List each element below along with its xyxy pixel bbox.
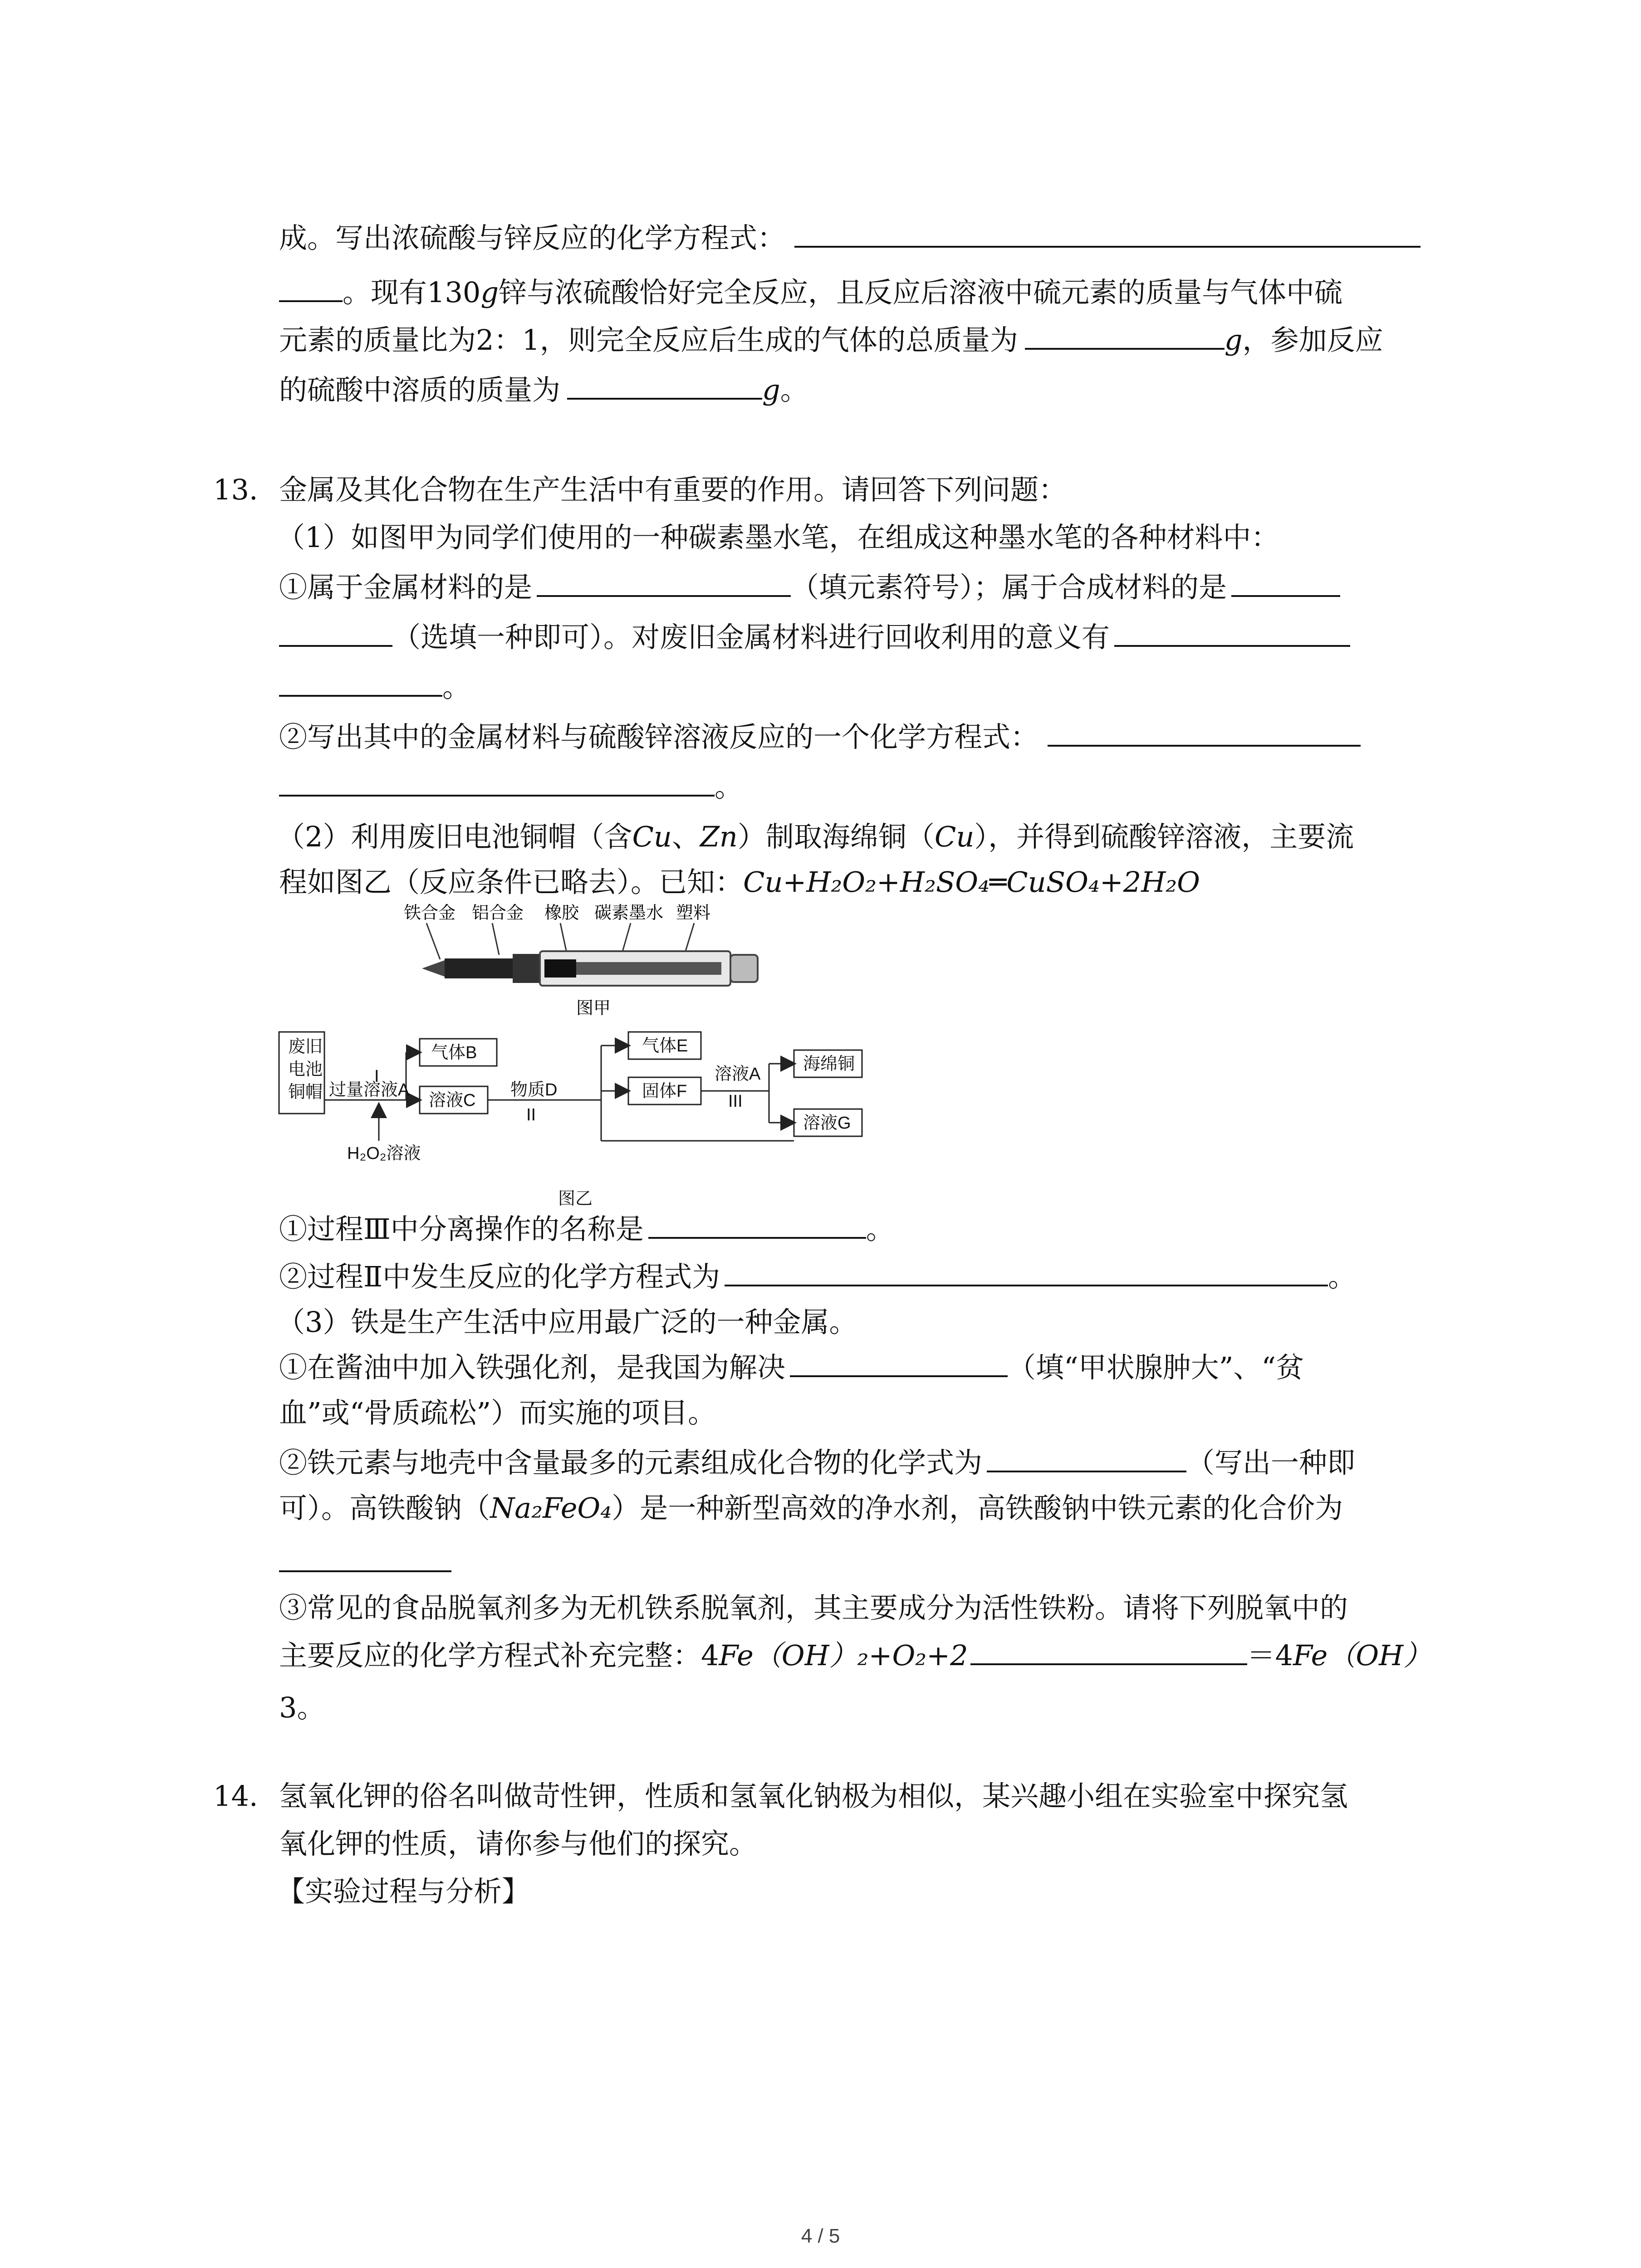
q13-part2b bbox=[279, 862, 1200, 903]
formula-cu: Cu bbox=[934, 820, 975, 853]
q14-line-3: 【实验过程与分析】 bbox=[277, 1875, 530, 1908]
q13-part2 bbox=[277, 816, 1354, 857]
q13-text: ①属于金属材料的是 bbox=[279, 571, 533, 604]
flow-solution-g: 溶液G bbox=[803, 1114, 851, 1133]
unit-g: g bbox=[762, 373, 780, 406]
flow-start-line1: 废旧 bbox=[288, 1037, 323, 1056]
q12-text: 成。写出浓硫酸与锌反应的化学方程式： bbox=[279, 221, 786, 254]
q13-text: ）是一种新型高效的净水剂，高铁酸钠中铁元素的化合价为 bbox=[612, 1491, 1343, 1525]
q12-text: 的硫酸中溶质的质量为 bbox=[279, 373, 561, 406]
flow-reagent-a: 过量溶液A bbox=[329, 1080, 410, 1100]
pen-label-plastic: 塑料 bbox=[676, 904, 711, 923]
q14-line-1: 氢氧化钾的俗名叫做苛性钾，性质和氢氧化钠极为相似，某兴趣小组在实验室中探究氢 bbox=[279, 1779, 1348, 1813]
q12-text: 。现有130 bbox=[343, 276, 481, 309]
formula-zn: Zn bbox=[700, 820, 738, 853]
figure-2-caption: 图乙 bbox=[558, 1189, 593, 1208]
answer-blank[interactable] bbox=[567, 370, 762, 400]
pen-label-aluminum-alloy: 铝合金 bbox=[472, 904, 524, 923]
answer-blank[interactable] bbox=[1114, 617, 1350, 647]
flow-reagent-a-2: 溶液A bbox=[715, 1065, 761, 1084]
q13-text: （选填一种即可）。对废旧金属材料进行回收利用的意义有 bbox=[392, 621, 1110, 654]
flow-step-3: III bbox=[728, 1092, 743, 1111]
formula-na2feo4: Na₂FeO₄ bbox=[490, 1491, 612, 1525]
flow-gas-b: 气体B bbox=[431, 1043, 477, 1062]
q13-text: （填“甲状腺肿大”、“贫 bbox=[1008, 1351, 1304, 1384]
formula-cu: Cu bbox=[632, 820, 672, 853]
q13-text: 。 bbox=[866, 1212, 894, 1246]
q12-line-4 bbox=[279, 370, 808, 411]
q12-text: 。 bbox=[780, 373, 808, 406]
answer-blank[interactable] bbox=[725, 1256, 1328, 1286]
flow-start-line2: 电池 bbox=[288, 1060, 323, 1079]
q12-line-2 bbox=[279, 272, 1342, 313]
flow-solution-c: 溶液C bbox=[429, 1091, 476, 1110]
pen-label-rubber: 橡胶 bbox=[544, 904, 579, 923]
answer-blank[interactable] bbox=[537, 567, 791, 597]
q13-text: 主要反应的化学方程式补充完整：4 bbox=[279, 1639, 719, 1672]
q13-text: ①过程Ⅲ中分离操作的名称是 bbox=[279, 1212, 644, 1246]
q13-text: （填元素符号）；属于合成材料的是 bbox=[791, 571, 1227, 604]
q13-part3-1b: 血”或“骨质疏松”）而实施的项目。 bbox=[279, 1396, 716, 1429]
q13-text: 、 bbox=[671, 820, 700, 853]
flowchart-figure bbox=[274, 1023, 937, 1213]
q13-part3-2b bbox=[279, 1488, 1343, 1529]
answer-blank[interactable] bbox=[279, 272, 343, 302]
flow-h2o2: H₂O₂溶液 bbox=[347, 1144, 421, 1163]
q13-text: ①在酱油中加入铁强化剂，是我国为解决 bbox=[279, 1351, 786, 1384]
page-number: 4 / 5 bbox=[801, 2225, 840, 2247]
flow-sponge-copper: 海绵铜 bbox=[803, 1055, 855, 1074]
q13-text: ），并得到硫酸锌溶液，主要流 bbox=[974, 820, 1354, 853]
q13-text: 可）。高铁酸钠（ bbox=[279, 1491, 490, 1525]
answer-blank[interactable] bbox=[1025, 320, 1225, 350]
flow-step-2: II bbox=[526, 1105, 536, 1124]
answer-blank[interactable] bbox=[987, 1442, 1186, 1472]
q13-part3-3b bbox=[279, 1635, 1431, 1676]
q13-part3-1 bbox=[279, 1347, 1304, 1388]
answer-blank[interactable] bbox=[794, 218, 1421, 248]
q13-part1-1b bbox=[279, 617, 1350, 658]
q13-part3-3c: 3。 bbox=[279, 1691, 325, 1724]
pen-label-carbon-ink: 碳素墨水 bbox=[594, 904, 664, 923]
unit-g: g bbox=[480, 276, 499, 309]
equation-left: Fe（OH）₂+O₂+2 bbox=[719, 1639, 968, 1672]
q13-part2-2 bbox=[279, 1256, 1356, 1297]
flow-gas-e: 气体E bbox=[642, 1036, 688, 1056]
pen-figure bbox=[395, 900, 803, 1027]
q13-part3: （3）铁是生产生活中应用最广泛的一种金属。 bbox=[277, 1305, 857, 1339]
answer-blank[interactable] bbox=[279, 1542, 451, 1572]
question-number: 13. bbox=[213, 473, 258, 506]
q12-text: 锌与浓硫酸恰好完全反应，且反应后溶液中硫元素的质量与气体中硫 bbox=[499, 276, 1343, 309]
q13-text: （2）利用废旧电池铜帽（含 bbox=[277, 820, 632, 853]
q13-text: （写出一种即 bbox=[1186, 1446, 1356, 1479]
pen-label-iron-alloy: 铁合金 bbox=[404, 904, 456, 923]
q13-text: ＝4 bbox=[1247, 1639, 1293, 1672]
flow-substance-d: 物质D bbox=[510, 1080, 558, 1100]
q13-part1-1 bbox=[279, 567, 1340, 608]
question-number: 14. bbox=[213, 1779, 258, 1813]
q13-part3-2 bbox=[279, 1442, 1355, 1483]
known-equation: Cu+H₂O₂+H₂SO₄═CuSO₄+2H₂O bbox=[743, 865, 1200, 899]
answer-blank[interactable] bbox=[279, 767, 715, 797]
q12-line-1 bbox=[279, 218, 1421, 259]
q13-part1-2b bbox=[279, 767, 743, 807]
answer-blank[interactable] bbox=[279, 617, 392, 647]
q13-text: ②过程Ⅱ中发生反应的化学方程式为 bbox=[279, 1260, 720, 1293]
q13-text: ）制取海绵铜（ bbox=[737, 820, 935, 853]
answer-blank[interactable] bbox=[790, 1347, 1008, 1377]
q13-text: 。 bbox=[442, 670, 471, 704]
unit-g: g bbox=[1224, 323, 1243, 357]
figure-1-caption: 图甲 bbox=[576, 999, 611, 1018]
q12-text: ，参加反应 bbox=[1242, 323, 1383, 357]
answer-blank[interactable] bbox=[279, 667, 442, 697]
equation-right: Fe（OH） bbox=[1293, 1639, 1432, 1672]
q13-part1-2 bbox=[279, 717, 1361, 758]
q12-line-3 bbox=[279, 320, 1383, 361]
q12-text: 元素的质量比为2：1，则完全反应后生成的气体的总质量为 bbox=[279, 323, 1018, 357]
flow-step-1: I bbox=[374, 1067, 379, 1086]
q13-text: 。 bbox=[715, 770, 743, 803]
answer-blank[interactable] bbox=[648, 1209, 866, 1239]
q13-text: 程如图乙（反应条件已略去）。已知： bbox=[279, 865, 744, 899]
q14-line-2: 氧化钾的性质，请你参与他们的探究。 bbox=[279, 1827, 758, 1860]
q13-part1: （1）如图甲为同学们使用的一种碳素墨水笔，在组成这种墨水笔的各种材料中： bbox=[277, 521, 1279, 554]
flow-start-line3: 铜帽 bbox=[288, 1083, 323, 1102]
answer-blank[interactable] bbox=[1048, 717, 1361, 747]
flow-solid-f: 固体F bbox=[642, 1082, 687, 1101]
answer-blank[interactable] bbox=[1231, 567, 1340, 597]
q13-text: ②写出其中的金属材料与硫酸锌溶液反应的一个化学方程式： bbox=[279, 720, 1039, 753]
q13-part3-2c bbox=[279, 1542, 451, 1583]
q13-text: 。 bbox=[1328, 1260, 1357, 1293]
q13-text: ②铁元素与地壳中含量最多的元素组成化合物的化学式为 bbox=[279, 1446, 983, 1479]
q13-stem: 金属及其化合物在生产生活中有重要的作用。请回答下列问题： bbox=[279, 473, 1067, 506]
answer-blank[interactable] bbox=[970, 1635, 1247, 1665]
q13-part3-3: ③常见的食品脱氧剂多为无机铁系脱氧剂，其主要成分为活性铁粉。请将下列脱氧中的 bbox=[279, 1591, 1348, 1624]
q13-part2-1 bbox=[279, 1209, 894, 1250]
q13-part1-1c bbox=[279, 667, 470, 708]
